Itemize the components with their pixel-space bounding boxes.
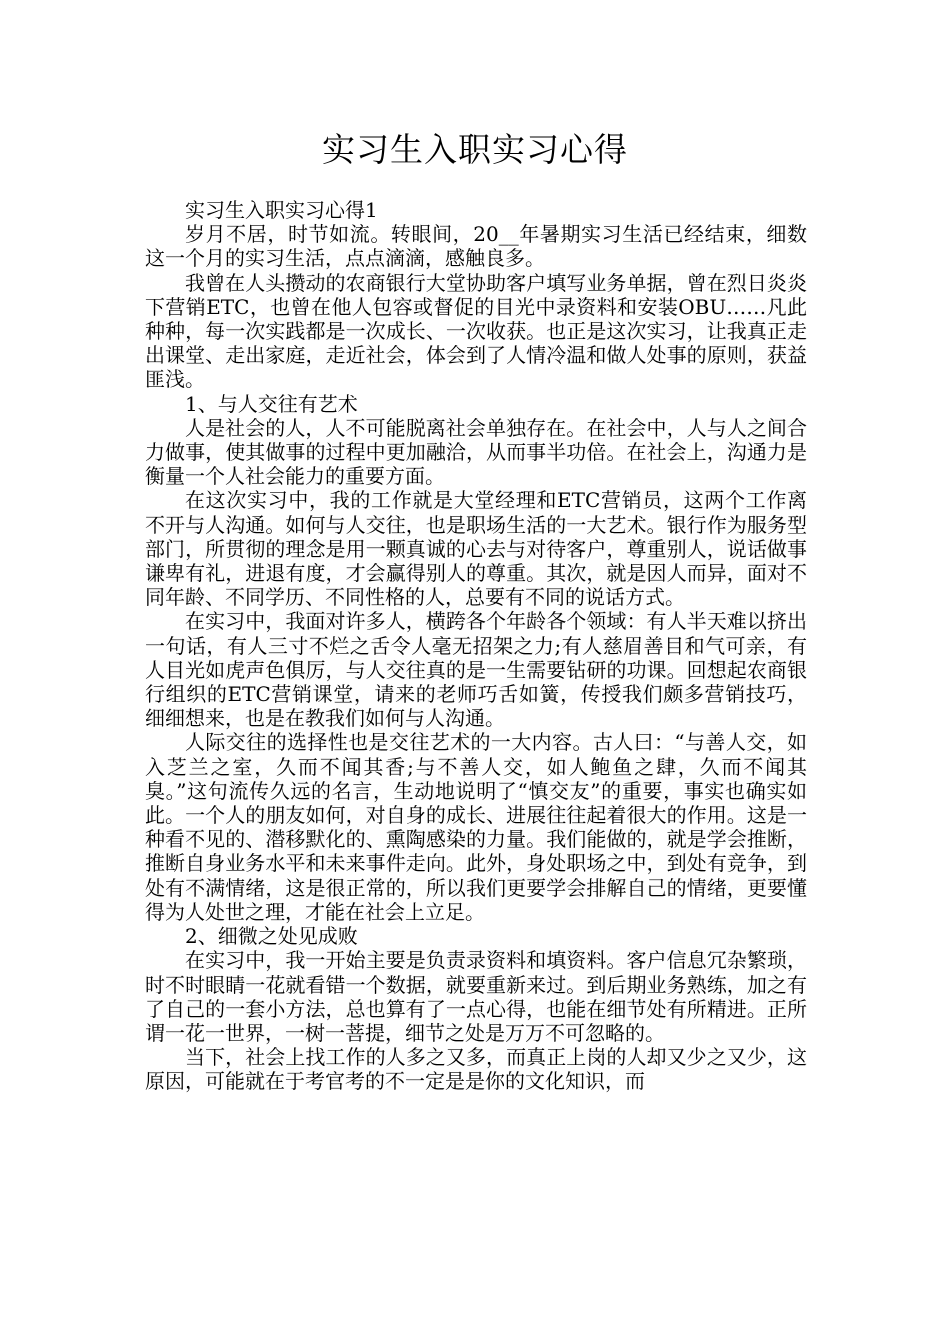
paragraph: 在实习中，我一开始主要是负责录资料和填资料。客户信息冗杂繁琐，时不时眼睛一花就看错一个数据，就要重新来过。到后期业务熟练，加之有了自己的一套小方法，总也算有了一点心得，也能在细节处有所精进。正所谓一花一世界，一树一菩提，细节之处是万万不可忽略的。 [145, 948, 807, 1045]
document-title: 实习生入职实习心得 [322, 130, 628, 169]
paragraph: 在这次实习中，我的工作就是大堂经理和ETC营销员，这两个工作离不开与人沟通。如何与人交往，也是职场生活的一大艺术。银行作为服务型部门，所贯彻的理念是用一颗真诚的心去与对待客户，尊重别人，说话做事谦卑有礼，进退有度，才会赢得别人的尊重。其次，就是因人而异，面对不同年龄、不同学历、不同性格的人，总要有不同的说话方式。 [145, 488, 807, 610]
paragraph: 在实习中，我面对许多人，横跨各个年龄各个领域：有人半天难以挤出一句话，有人三寸不烂之舌令人毫无招架之力;有人慈眉善目和气可亲，有人目光如虎声色俱厉，与人交往真的是一生需要钻研的功课。回想起农商银行组织的ETC营销课堂，请来的老师巧舌如簧，传授我们颇多营销技巧，细细想来，也是在教我们如何与人沟通。 [145, 609, 807, 731]
section-heading: 1、与人交往有艺术 [185, 391, 358, 416]
section-heading: 实习生入职实习心得1 [185, 198, 378, 222]
paragraph: 人际交往的选择性也是交往艺术的一大内容。古人曰：“与善人交，如入芝兰之室，久而不闻其香;与不善人交，如人鲍鱼之肆，久而不闻其臭。”这句流传久远的名言，生动地说明了“慎交友”的重要，事实也确实如此。一个人的朋友如何，对自身的成长、进展往往起着很大的作用。这是一种看不见的、潜移默化的、熏陶感染的力量。我们能做的，就是学会推断，推断自身业务水平和未来事件走向。此外，身处职场之中，到处有竞争，到处有不满情绪，这是很正常的，所以我们更要学会排解自己的情绪，更要懂得为人处世之理，才能在社会上立足。 [145, 730, 807, 924]
paragraph: 岁月不居，时节如流。转眼间，20__年暑期实习生活已经结束，细数这一个月的实习生活，点点滴滴，感触良多。 [145, 222, 807, 271]
paragraph: 当下，社会上找工作的人多之又多，而真正上岗的人却又少之又少，这原因，可能就在于考官考的不一定是是你的文化知识，而 [145, 1045, 807, 1094]
paragraph: 我曾在人头攒动的农商银行大堂协助客户填写业务单据，曾在烈日炎炎下营销ETC，也曾在他人包容或督促的目光中录资料和安装OBU……凡此种种，每一次实践都是一次成长、一次收获。也正是这次实习，让我真正走出课堂、走出家庭，走近社会，体会到了人情冷温和做人处事的原则，获益匪浅。 [145, 270, 807, 392]
paragraph: 人是社会的人，人不可能脱离社会单独存在。在社会中，人与人之间合力做事，使其做事的过程中更加融洽，从而事半功倍。在社会上，沟通力是衡量一个人社会能力的重要方面。 [145, 415, 807, 489]
section-heading: 2、细微之处见成败 [185, 924, 358, 949]
document-body [145, 198, 807, 1094]
